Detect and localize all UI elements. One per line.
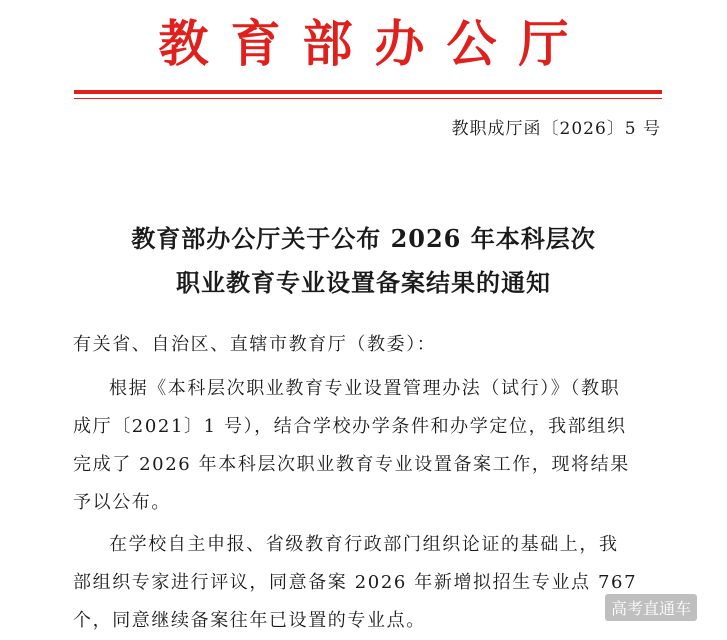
body-paragraph-1 <box>73 370 673 522</box>
paragraph-line: 根据《本科层次职业教育专业设置管理办法（试行）》（教职 <box>109 378 621 399</box>
letterhead-char: 办 <box>374 14 425 73</box>
letterhead-char: 部 <box>302 14 353 73</box>
watermark: 高考直通车 <box>605 594 697 621</box>
paragraph-line: 成厅〔2021〕1 号），结合学校办学条件和办学定位，我部组织 <box>73 416 627 437</box>
letterhead-rule-thin <box>74 98 662 99</box>
document-title-line-2: 职业教育专业设置备案结果的通知 <box>176 268 551 297</box>
body-paragraph-2 <box>73 526 673 640</box>
paragraph-line: 予以公布。 <box>73 492 171 513</box>
letterhead-char: 公 <box>446 14 497 73</box>
salutation: 有关省、自治区、直辖市教育厅（教委）： <box>73 334 437 355</box>
letterhead-char: 厅 <box>518 14 569 73</box>
paragraph-line: 在学校自主申报、省级教育行政部门组织论证的基础上，我 <box>109 534 619 555</box>
paragraph-line: 完成了 2026 年本科层次职业教育专业设置备案工作，现将结果 <box>73 454 630 475</box>
letterhead-char: 教 <box>158 14 209 73</box>
letterhead-char: 育 <box>230 14 281 73</box>
document-number: 教职成厅函〔2026〕5 号 <box>451 119 661 139</box>
letterhead-title <box>0 14 727 74</box>
paragraph-line: 个，同意继续备案往年已设置的专业点。 <box>73 610 426 631</box>
letterhead-rule-thick <box>74 90 662 94</box>
document-title-line-1: 教育部办公厅关于公布 2026 年本科层次 <box>131 224 596 253</box>
paragraph-line: 部组织专家进行评议，同意备案 2026 年新增拟招生专业点 767 <box>73 572 638 593</box>
